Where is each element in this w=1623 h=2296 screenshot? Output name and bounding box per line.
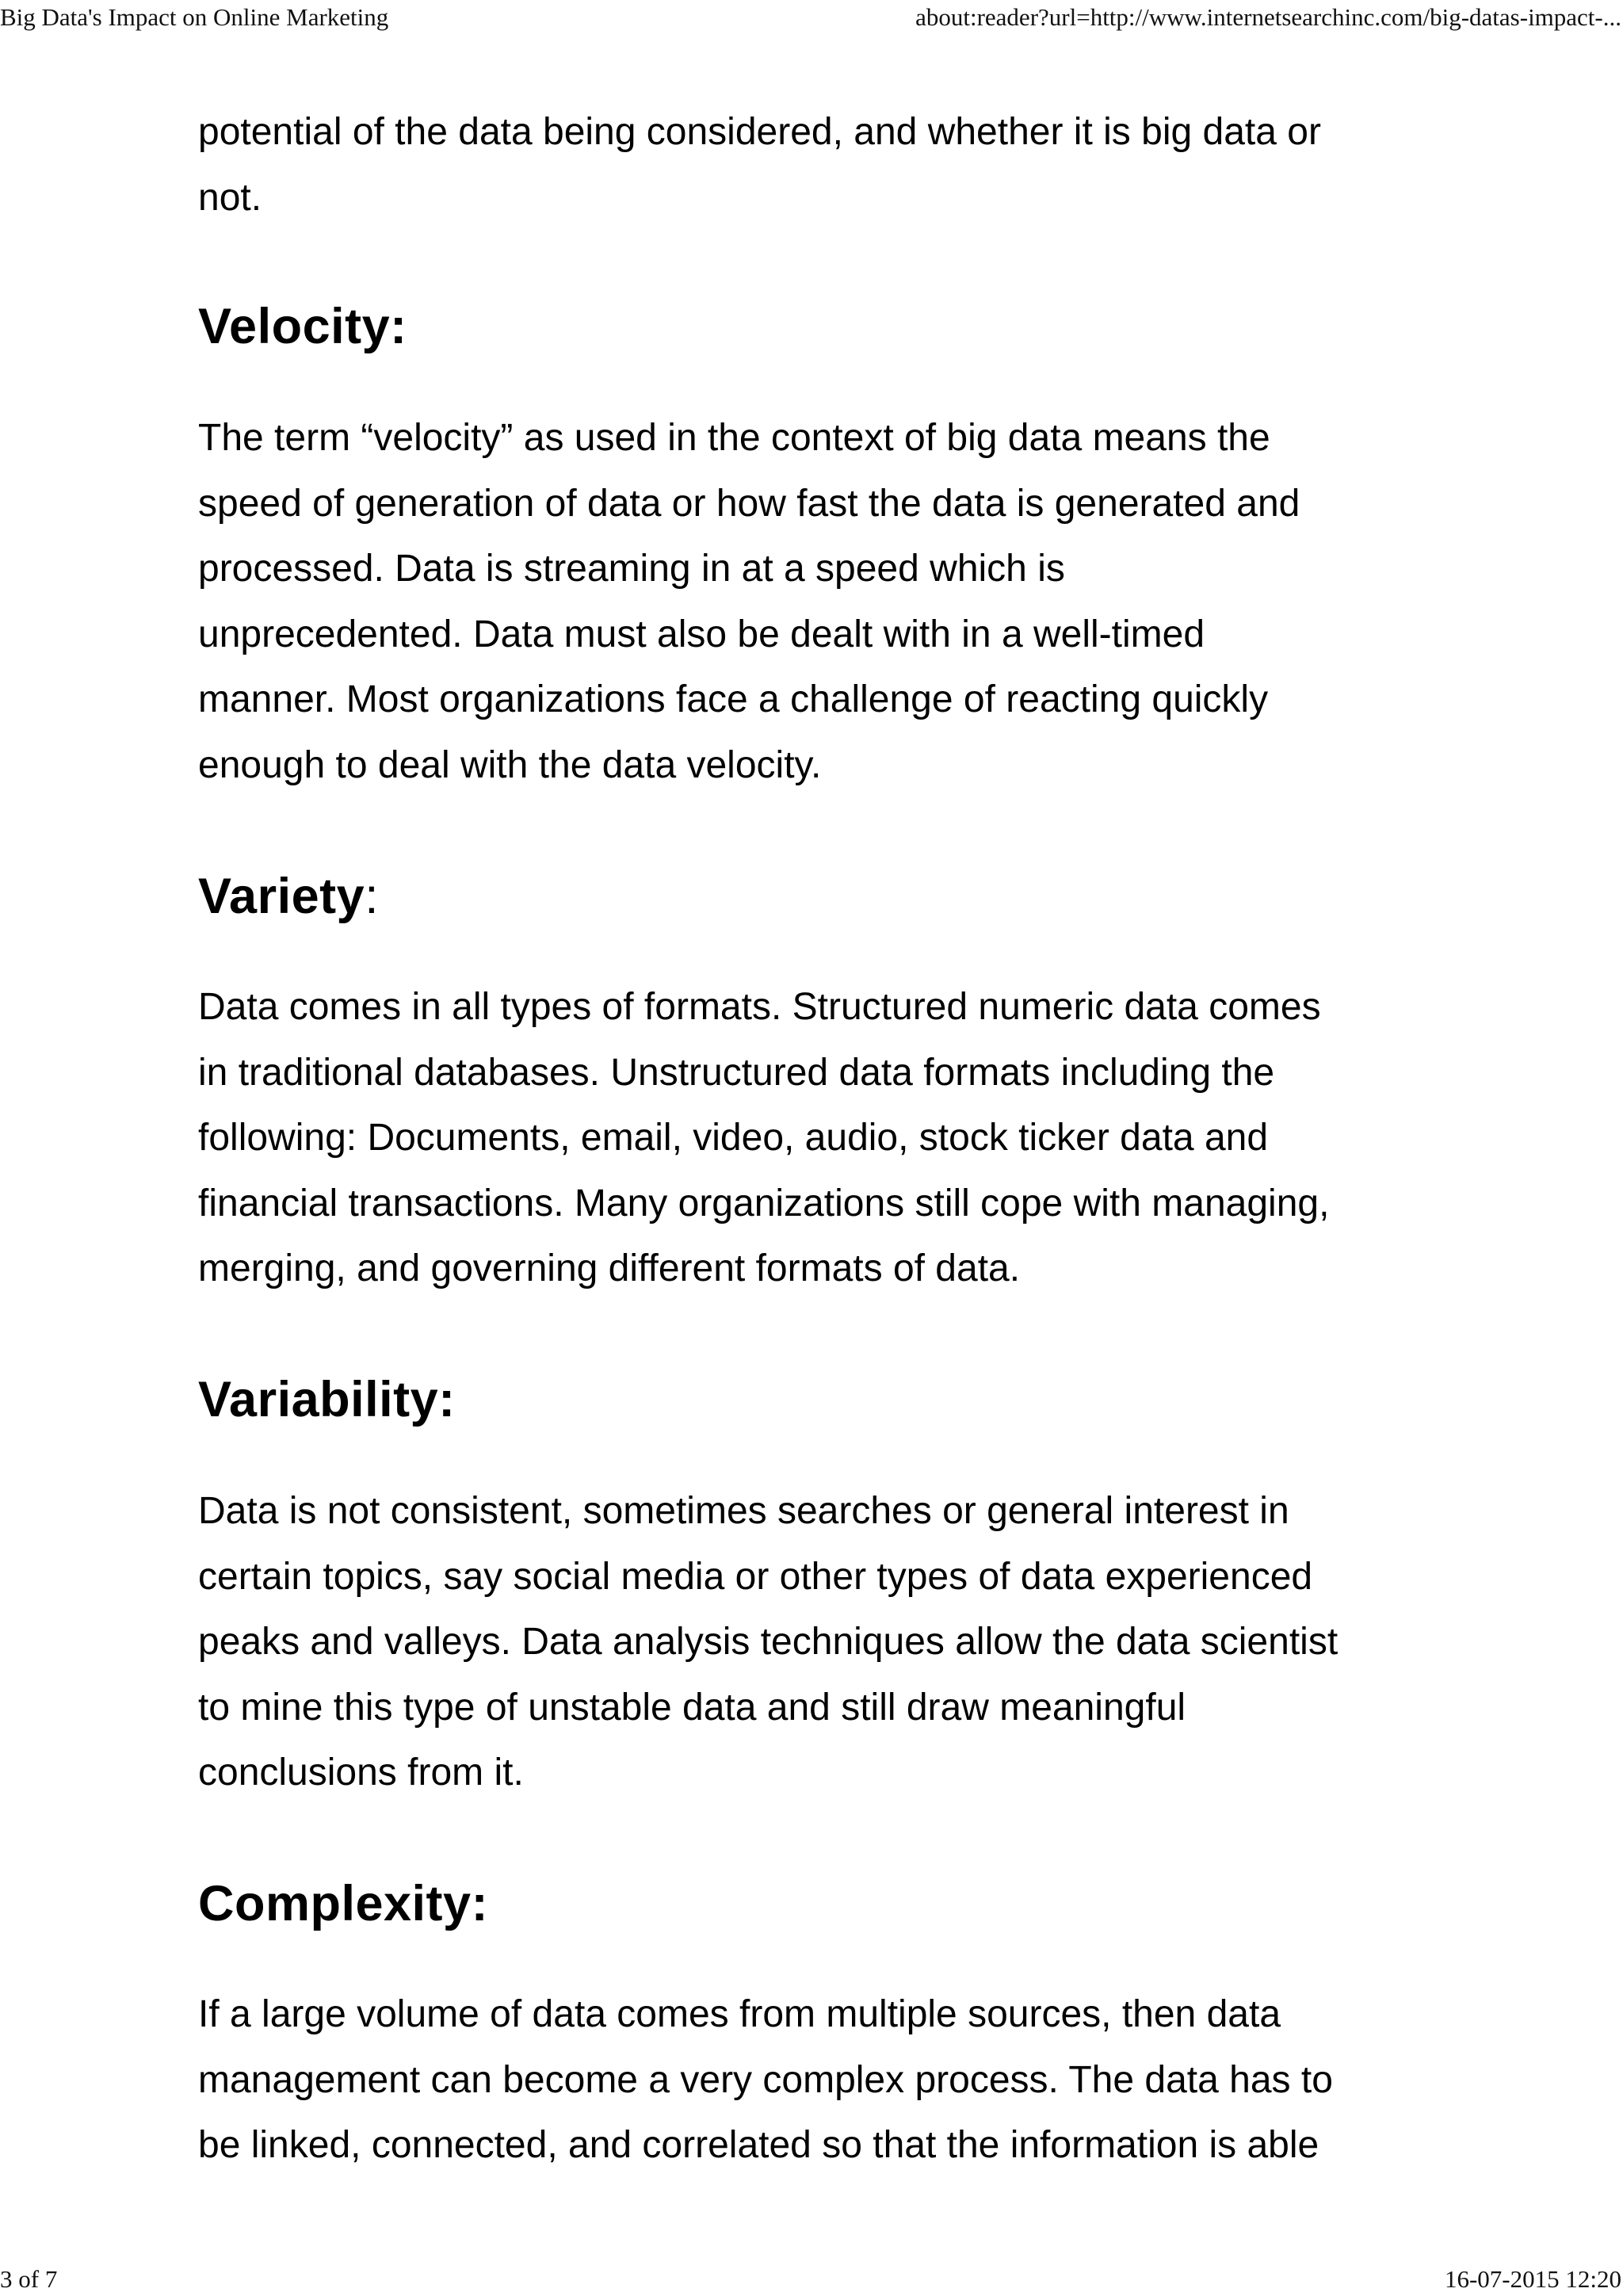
paragraph-line: The term “velocity” as used in the context of big data means the bbox=[198, 417, 1270, 459]
print-header bbox=[0, 2, 1623, 33]
paragraph-line: potential of the data being considered, and whether it is big data or bbox=[198, 111, 1321, 153]
section-heading-velocity: Velocity: bbox=[198, 299, 407, 354]
paragraph-line: Data is not consistent, sometimes searches or general interest in bbox=[198, 1490, 1289, 1532]
page-url: about:reader?url=http://www.internetsearchinc.com/big-datas-impact-... bbox=[915, 3, 1621, 31]
print-footer bbox=[0, 2264, 1623, 2295]
paragraph-line: unprecedented. Data must also be dealt with in a well-timed bbox=[198, 613, 1205, 655]
section-paragraph-variety bbox=[198, 975, 1466, 1302]
print-datetime: 16-07-2015 12:20 bbox=[1444, 2265, 1621, 2293]
section-heading-label: Variety bbox=[198, 869, 365, 924]
paragraph-line: merging, and governing different formats of data. bbox=[198, 1247, 1021, 1290]
paragraph-line: to mine this type of unstable data and still draw meaningful bbox=[198, 1686, 1186, 1729]
paragraph-line: be linked, connected, and correlated so that the information is able bbox=[198, 2124, 1319, 2167]
section-paragraph-complexity bbox=[198, 1982, 1466, 2179]
paragraph-line: in traditional databases. Unstructured data formats including the bbox=[198, 1051, 1275, 1094]
section-paragraph-variability bbox=[198, 1479, 1466, 1806]
section-heading-variability: Variability: bbox=[198, 1372, 456, 1427]
paragraph-line: processed. Data is streaming in at a speed which is bbox=[198, 548, 1065, 590]
paragraph-line: speed of generation of data or how fast the data is generated and bbox=[198, 482, 1300, 525]
intro-paragraph bbox=[198, 100, 1466, 231]
page-title: Big Data's Impact on Online Marketing bbox=[0, 3, 389, 31]
paragraph-line: management can become a very complex process. The data has to bbox=[198, 2058, 1333, 2101]
paragraph-line: financial transactions. Many organizations still cope with managing, bbox=[198, 1182, 1330, 1224]
paragraph-line: Data comes in all types of formats. Structured numeric data comes bbox=[198, 986, 1321, 1028]
paragraph-line: following: Documents, email, video, audio, stock ticker data and bbox=[198, 1117, 1269, 1159]
paragraph-line: peaks and valleys. Data analysis techniques allow the data scientist bbox=[198, 1621, 1338, 1664]
section-heading-variety bbox=[198, 865, 379, 928]
paragraph-line: conclusions from it. bbox=[198, 1752, 524, 1794]
section-heading-complexity: Complexity: bbox=[198, 1876, 489, 1931]
paragraph-line: certain topics, say social media or other types of data experienced bbox=[198, 1555, 1313, 1598]
paragraph-line: manner. Most organizations face a challenge of reacting quickly bbox=[198, 678, 1269, 721]
section-paragraph-velocity bbox=[198, 406, 1466, 799]
paragraph-line: enough to deal with the data velocity. bbox=[198, 743, 822, 786]
paragraph-line: If a large volume of data comes from multiple sources, then data bbox=[198, 1993, 1281, 2035]
section-heading-suffix: : bbox=[365, 869, 380, 924]
page-counter: 3 of 7 bbox=[0, 2265, 58, 2293]
paragraph-line: not. bbox=[198, 176, 262, 219]
